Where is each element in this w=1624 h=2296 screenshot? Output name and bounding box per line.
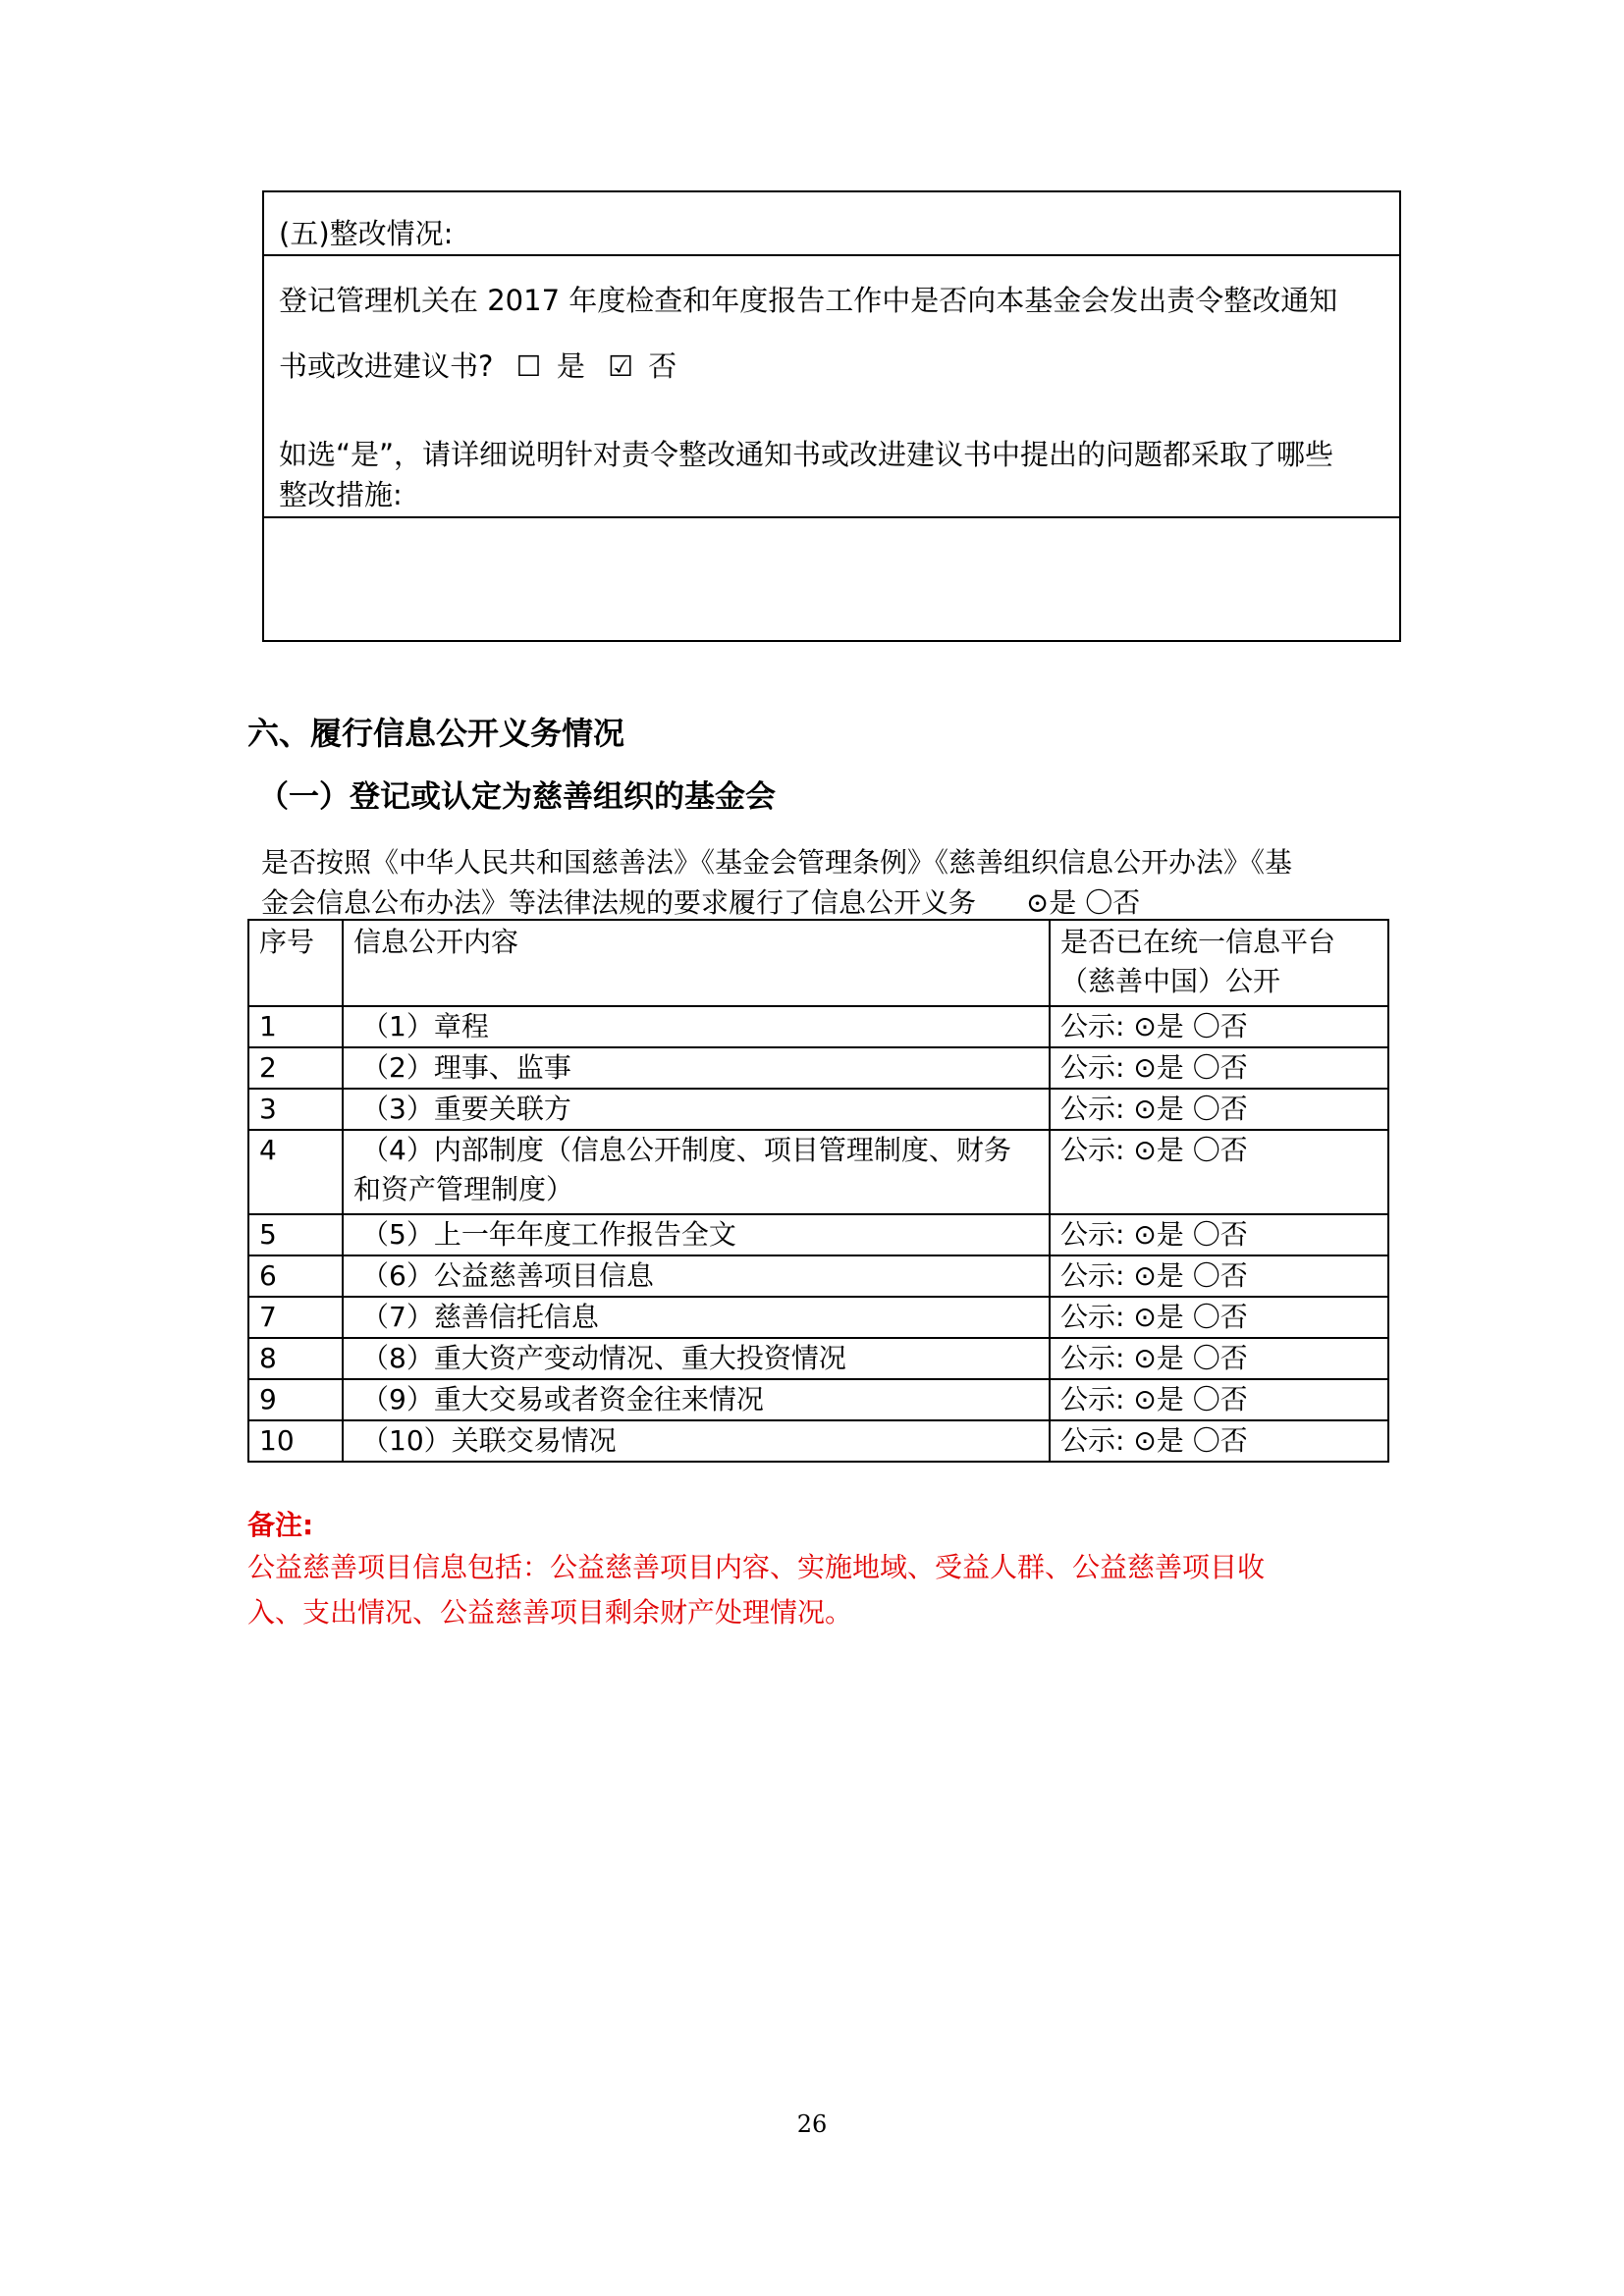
rectification-explain-line1: 如选“是”，请详细说明针对责令整改通知书或改进建议书中提出的问题都采取了哪些 <box>279 438 1334 471</box>
rectification-explain-line2: 整改措施: <box>279 478 403 511</box>
table-row <box>248 1420 1388 1462</box>
row-content: （7）慈善信托信息 <box>343 1297 1050 1338</box>
intro-line2 <box>261 881 1140 921</box>
table-row <box>248 1214 1388 1255</box>
row-status[interactable]: 公示: ⊙是 〇否 <box>1050 1338 1388 1379</box>
row-content: （9）重大交易或者资金往来情况 <box>343 1379 1050 1420</box>
section-subtitle: （一）登记或认定为慈善组织的基金会 <box>258 779 776 815</box>
rectification-box <box>262 190 1401 642</box>
row-content <box>343 1130 1050 1214</box>
row-status[interactable]: 公示: ⊙是 〇否 <box>1050 1255 1388 1297</box>
row-content: （10）关联交易情况 <box>343 1420 1050 1462</box>
row-no: 2 <box>248 1047 343 1089</box>
row-status[interactable]: 公示: ⊙是 〇否 <box>1050 1420 1388 1462</box>
row-content: （2）理事、监事 <box>343 1047 1050 1089</box>
row-content: （5）上一年年度工作报告全文 <box>343 1214 1050 1255</box>
table-row <box>248 1006 1388 1047</box>
question-prefix: 书或改进建议书? <box>279 349 494 383</box>
row-status[interactable]: 公示: ⊙是 〇否 <box>1050 1047 1388 1089</box>
row-content-line2: 和资产管理制度） <box>353 1173 574 1205</box>
disclosure-table <box>247 919 1389 1463</box>
row-content: （8）重大资产变动情况、重大投资情况 <box>343 1338 1050 1379</box>
note-label: 备注: <box>247 1509 314 1541</box>
no-label: 否 <box>648 349 677 383</box>
divider <box>264 516 1399 518</box>
row-content: （6）公益慈善项目信息 <box>343 1255 1050 1297</box>
row-no: 4 <box>248 1130 343 1214</box>
table-row <box>248 1047 1388 1089</box>
row-status[interactable]: 公示: ⊙是 〇否 <box>1050 1130 1388 1214</box>
row-no: 9 <box>248 1379 343 1420</box>
row-content: （3）重要关联方 <box>343 1089 1050 1130</box>
table-row <box>248 1130 1388 1214</box>
table-row <box>248 1379 1388 1420</box>
row-status[interactable]: 公示: ⊙是 〇否 <box>1050 1089 1388 1130</box>
row-status[interactable]: 公示: ⊙是 〇否 <box>1050 1297 1388 1338</box>
table-header-row <box>248 920 1388 1006</box>
header-platform-line2: （慈善中国）公开 <box>1060 965 1281 997</box>
intro-line1: 是否按照《中华人民共和国慈善法》《基金会管理条例》《慈善组织信息公开办法》《基 <box>261 846 1293 879</box>
row-content-line1: （4）内部制度（信息公开制度、项目管理制度、财务 <box>361 1134 1011 1166</box>
row-no: 7 <box>248 1297 343 1338</box>
note-line2: 入、支出情况、公益慈善项目剩余财产处理情况。 <box>247 1596 853 1629</box>
row-content: （1）章程 <box>343 1006 1050 1047</box>
yes-label: 是 <box>556 349 585 383</box>
row-status[interactable]: 公示: ⊙是 〇否 <box>1050 1379 1388 1420</box>
section-title: 六、履行信息公开义务情况 <box>247 715 625 752</box>
rectification-question-line1: 登记管理机关在 2017 年度检查和年度报告工作中是否向本基金会发出责令整改通知 <box>279 284 1338 317</box>
row-no: 6 <box>248 1255 343 1297</box>
table-row <box>248 1297 1388 1338</box>
rectification-question-line2 <box>279 345 677 385</box>
table-row <box>248 1255 1388 1297</box>
divider <box>264 254 1399 256</box>
header-platform-line1: 是否已在统一信息平台 <box>1060 926 1336 958</box>
row-no: 1 <box>248 1006 343 1047</box>
no-checkbox[interactable]: ☑ <box>608 349 634 383</box>
rectification-title: (五)整改情况: <box>279 217 454 250</box>
header-platform <box>1050 920 1388 1006</box>
note-line1: 公益慈善项目信息包括：公益慈善项目内容、实施地域、受益人群、公益慈善项目收 <box>247 1551 1266 1583</box>
intro-text: 金会信息公布办法》等法律法规的要求履行了信息公开义务 <box>261 886 977 919</box>
row-no: 10 <box>248 1420 343 1462</box>
row-no: 3 <box>248 1089 343 1130</box>
row-status[interactable]: 公示: ⊙是 〇否 <box>1050 1006 1388 1047</box>
row-no: 5 <box>248 1214 343 1255</box>
header-no: 序号 <box>248 920 343 1006</box>
header-content: 信息公开内容 <box>343 920 1050 1006</box>
yes-checkbox[interactable]: ☐ <box>515 349 542 383</box>
page-number: 26 <box>796 2110 828 2138</box>
row-no: 8 <box>248 1338 343 1379</box>
row-status[interactable]: 公示: ⊙是 〇否 <box>1050 1214 1388 1255</box>
table-row <box>248 1338 1388 1379</box>
table-row <box>248 1089 1388 1130</box>
intro-answer[interactable]: ⊙是 〇否 <box>1025 886 1141 919</box>
